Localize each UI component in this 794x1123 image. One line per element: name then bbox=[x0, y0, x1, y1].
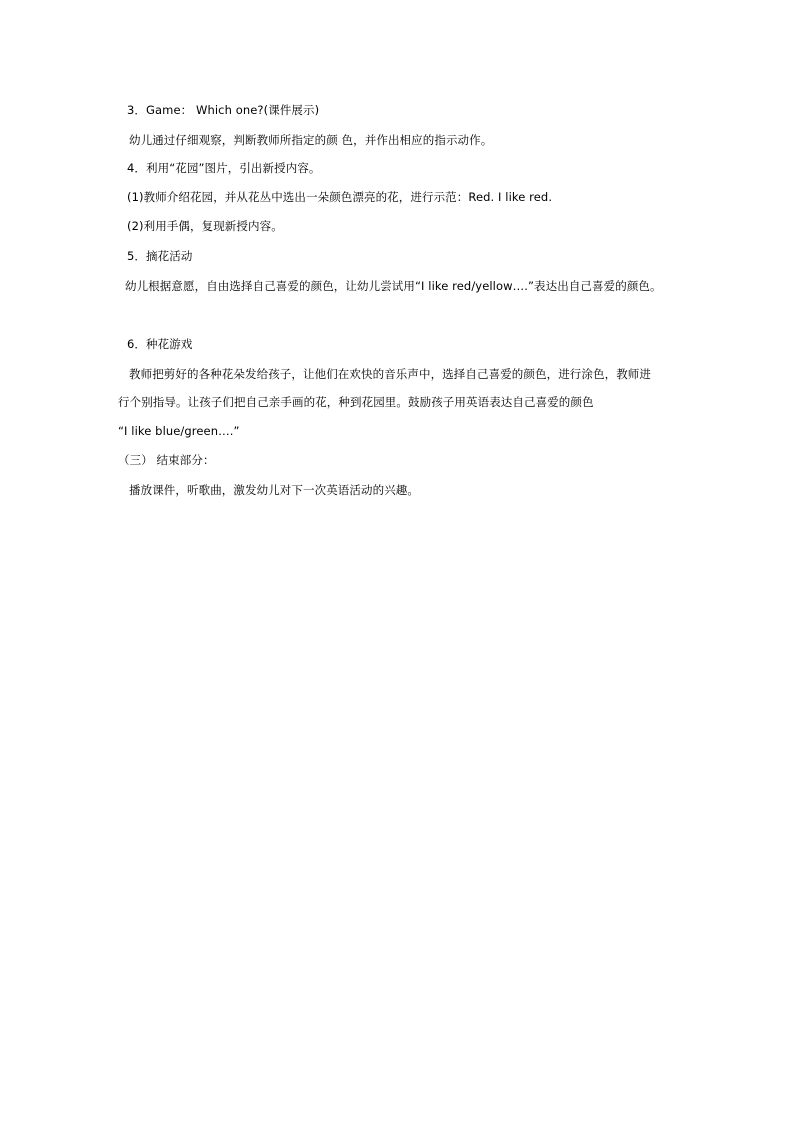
step-4-heading: 4．利用“花园”图片，引出新授内容。 bbox=[127, 161, 321, 175]
step-4-sub-1: (1)教师介绍花园，并从花丛中选出一朵颜色漂亮的花，进行示范：Red. I like red. bbox=[127, 190, 553, 204]
step-6-description-line-3: “I like blue/green….” bbox=[118, 424, 240, 438]
step-4-sub-2: (2)利用手偶，复现新授内容。 bbox=[127, 219, 283, 233]
step-3-description: 幼儿通过仔细观察，判断教师所指定的颜 色，并作出相应的指示动作。 bbox=[129, 133, 493, 147]
step-6-description-line-1: 教师把剪好的各种花朵发给孩子，让他们在欢快的音乐声中，选择自己喜爱的颜色，进行涂色，教师进 bbox=[129, 367, 651, 381]
step-6-heading: 6．种花游戏 bbox=[127, 337, 193, 351]
section-3-heading: （三） 结束部分： bbox=[118, 453, 215, 467]
section-3-description: 播放课件，听歌曲，激发幼儿对下一次英语活动的兴趣。 bbox=[129, 483, 419, 497]
step-5-heading: 5．摘花活动 bbox=[127, 249, 193, 263]
step-6-description-line-2: 行个别指导。让孩子们把自己亲手画的花，种到花园里。鼓励孩子用英语表达自己喜爱的颜色 bbox=[118, 395, 594, 409]
step-3-heading: 3．Game： Which one?(课件展示) bbox=[127, 103, 320, 117]
step-5-description: 幼儿根据意愿，自由选择自己喜爱的颜色，让幼儿尝试用“I like red/yellow….”表达出自己喜爱的颜色。 bbox=[125, 279, 662, 293]
